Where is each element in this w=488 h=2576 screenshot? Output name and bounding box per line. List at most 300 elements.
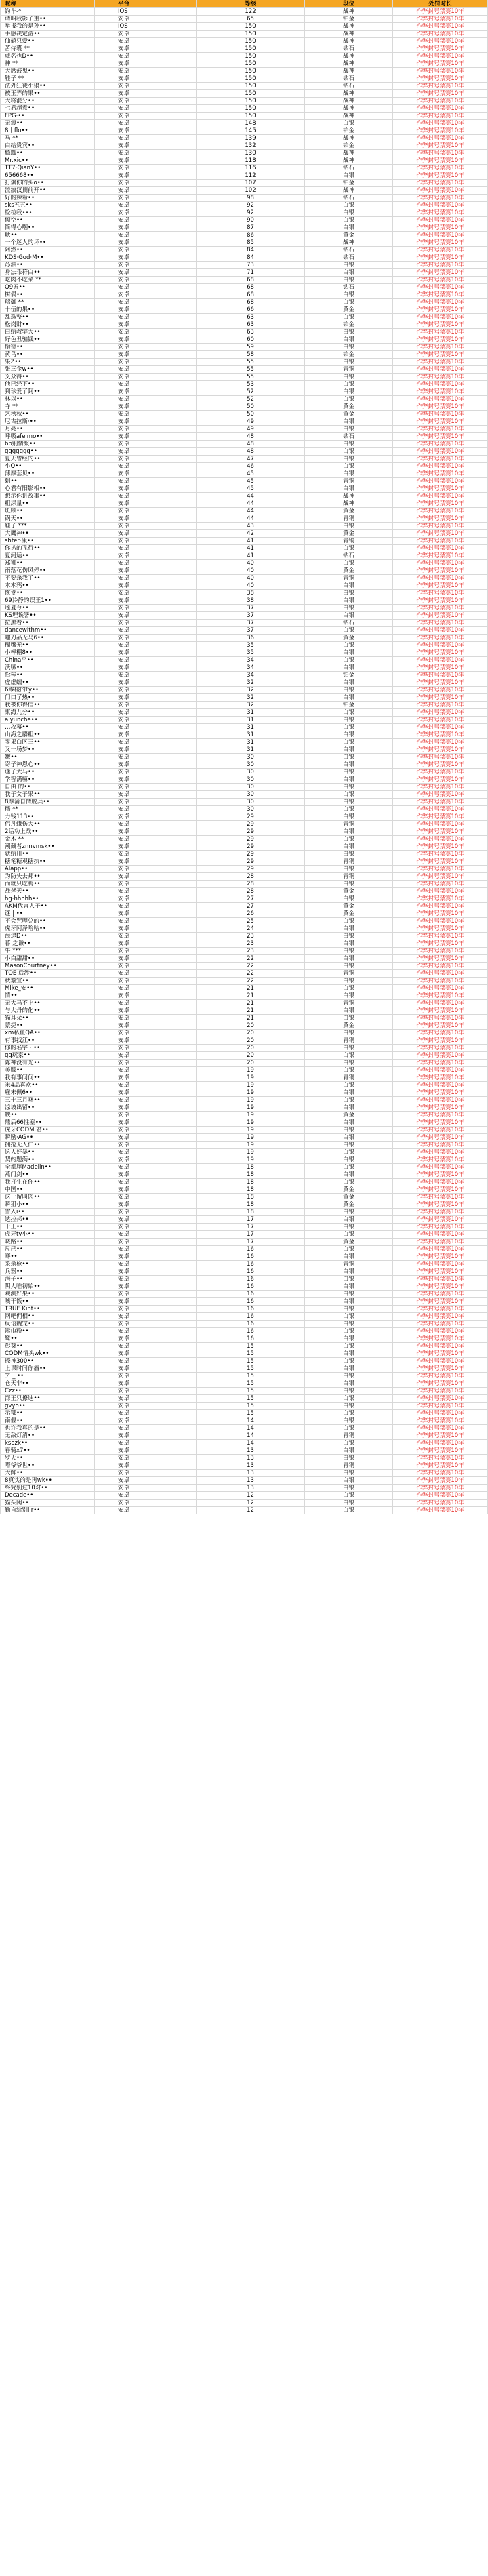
cell-nickname: 猫头闲••: [0, 1500, 95, 1506]
cell-rank: 白银: [305, 955, 393, 962]
cell-penalty: 作弊封号禁赛10年: [393, 165, 488, 172]
cell-penalty: 作弊封号禁赛10年: [393, 754, 488, 761]
cell-level: 40: [197, 567, 305, 574]
cell-penalty: 作弊封号禁赛10年: [393, 1268, 488, 1275]
cell-nickname: 倾空••: [0, 217, 95, 224]
cell-platform: 安卓: [95, 1328, 197, 1335]
table-row: [0, 709, 488, 717]
cell-platform: 安卓: [95, 187, 197, 194]
cell-penalty: 作弊封号禁赛10年: [393, 1142, 488, 1148]
cell-platform: 安卓: [95, 217, 197, 224]
cell-level: 16: [197, 1268, 305, 1275]
cell-platform: 安卓: [95, 1186, 197, 1193]
cell-platform: 安卓: [95, 731, 197, 738]
cell-rank: 白银: [305, 895, 393, 902]
cell-nickname: 谜 | ••: [0, 910, 95, 917]
cell-penalty: 作弊封号禁赛10年: [393, 918, 488, 925]
table-row: [0, 366, 488, 374]
table-row: [0, 127, 488, 135]
cell-rank: 白银: [305, 687, 393, 693]
cell-penalty: 作弊封号禁赛10年: [393, 724, 488, 731]
table-row: [0, 247, 488, 254]
cell-penalty: 作弊封号禁赛10年: [393, 31, 488, 37]
cell-level: 87: [197, 224, 305, 231]
cell-rank: 白银: [305, 657, 393, 664]
table-row: [0, 1164, 488, 1171]
cell-rank: 黄金: [305, 508, 393, 515]
cell-rank: 白银: [305, 1395, 393, 1402]
cell-level: 19: [197, 1119, 305, 1126]
table-row: [0, 500, 488, 508]
cell-level: 20: [197, 1037, 305, 1044]
table-row: [0, 329, 488, 336]
cell-rank: 白银: [305, 1492, 393, 1499]
cell-penalty: 作弊封号禁赛10年: [393, 761, 488, 768]
cell-nickname: hg·hhhhh••: [0, 895, 95, 902]
cell-platform: 安卓: [95, 224, 197, 231]
cell-rank: 黄金: [305, 1186, 393, 1193]
cell-platform: 安卓: [95, 1052, 197, 1059]
cell-penalty: 作弊封号禁赛10年: [393, 195, 488, 201]
cell-rank: 白银: [305, 299, 393, 306]
cell-rank: 钻石: [305, 75, 393, 82]
table-row: [0, 642, 488, 649]
cell-rank: 白银: [305, 1485, 393, 1491]
cell-level: 12: [197, 1507, 305, 1514]
cell-platform: 安卓: [95, 351, 197, 358]
cell-penalty: 作弊封号禁赛10年: [393, 262, 488, 268]
header-nickname: 昵称: [0, 0, 95, 7]
cell-level: 37: [197, 605, 305, 611]
cell-penalty: 作弊封号禁赛10年: [393, 329, 488, 336]
cell-penalty: 作弊封号禁赛10年: [393, 277, 488, 283]
cell-nickname: 寺 **: [0, 403, 95, 410]
table-row: [0, 1224, 488, 1231]
table-row: [0, 1261, 488, 1268]
cell-penalty: 作弊封号禁赛10年: [393, 254, 488, 261]
table-row: [0, 1417, 488, 1425]
cell-rank: 白银: [305, 344, 393, 350]
cell-platform: 安卓: [95, 806, 197, 813]
table-row: [0, 1112, 488, 1119]
cell-penalty: 作弊封号禁赛10年: [393, 232, 488, 239]
cell-rank: 战神: [305, 38, 393, 45]
cell-level: 23: [197, 948, 305, 954]
cell-level: 16: [197, 1276, 305, 1283]
table-row: [0, 1343, 488, 1350]
cell-rank: 钻石: [305, 195, 393, 201]
cell-nickname: 燕门剑••: [0, 1171, 95, 1178]
table-row: [0, 813, 488, 821]
cell-nickname: 好色丑骗钱••: [0, 336, 95, 343]
cell-level: 44: [197, 493, 305, 500]
cell-rank: 白银: [305, 664, 393, 671]
cell-penalty: 作弊封号禁赛10年: [393, 538, 488, 544]
cell-rank: 白银: [305, 1328, 393, 1335]
cell-level: 29: [197, 843, 305, 850]
table-row: [0, 1462, 488, 1470]
cell-level: 150: [197, 75, 305, 82]
cell-rank: 白银: [305, 1343, 393, 1350]
cell-platform: 安卓: [95, 1432, 197, 1439]
table-row: [0, 761, 488, 769]
cell-platform: 安卓: [95, 1380, 197, 1387]
cell-penalty: 作弊封号禁赛10年: [393, 612, 488, 619]
table-row: [0, 53, 488, 60]
cell-level: 15: [197, 1343, 305, 1350]
cell-penalty: 作弊封号禁赛10年: [393, 135, 488, 142]
table-row: [0, 1350, 488, 1358]
cell-rank: 白银: [305, 1477, 393, 1484]
cell-platform: 安卓: [95, 374, 197, 380]
cell-penalty: 作弊封号禁赛10年: [393, 858, 488, 865]
cell-rank: 白银: [305, 799, 393, 805]
cell-platform: 安卓: [95, 202, 197, 209]
cell-rank: 白银: [305, 717, 393, 723]
cell-nickname: 彭葵••: [0, 1343, 95, 1350]
cell-rank: 白银: [305, 1425, 393, 1432]
cell-platform: 安卓: [95, 120, 197, 127]
cell-level: 150: [197, 68, 305, 75]
cell-rank: 白银: [305, 739, 393, 746]
cell-nickname: 神 **: [0, 60, 95, 67]
cell-platform: 安卓: [95, 717, 197, 723]
cell-nickname: 小棒棚8••: [0, 649, 95, 656]
cell-penalty: 作弊封号禁赛10年: [393, 16, 488, 22]
cell-nickname: dancewithm••: [0, 627, 95, 634]
cell-level: 85: [197, 239, 305, 246]
table-row: [0, 1119, 488, 1127]
cell-platform: 安卓: [95, 359, 197, 365]
cell-level: 19: [197, 1089, 305, 1096]
table-row: [0, 1365, 488, 1373]
cell-platform: 安卓: [95, 657, 197, 664]
cell-rank: 白银: [305, 1373, 393, 1380]
table-row: [0, 269, 488, 277]
table-row: [0, 38, 488, 45]
cell-penalty: 作弊封号禁赛10年: [393, 441, 488, 447]
cell-level: 18: [197, 1171, 305, 1178]
cell-nickname: gg玩家••: [0, 1052, 95, 1059]
cell-platform: 安卓: [95, 582, 197, 589]
cell-level: 28: [197, 873, 305, 880]
cell-nickname: 仙鹤只爱••: [0, 38, 95, 45]
cell-platform: 安卓: [95, 1074, 197, 1081]
cell-penalty: 作弊封号禁赛10年: [393, 60, 488, 67]
cell-rank: 白银: [305, 978, 393, 984]
table-row: [0, 746, 488, 754]
table-row: [0, 299, 488, 306]
cell-platform: 安卓: [95, 456, 197, 462]
header-platform: 平台: [95, 0, 197, 7]
cell-level: 68: [197, 291, 305, 298]
cell-level: 112: [197, 172, 305, 179]
cell-platform: 安卓: [95, 254, 197, 261]
cell-penalty: 作弊封号禁赛10年: [393, 388, 488, 395]
table-row: [0, 881, 488, 888]
cell-nickname: aiyunche••: [0, 717, 95, 723]
cell-penalty: 作弊封号禁赛10年: [393, 933, 488, 940]
cell-platform: 安卓: [95, 1462, 197, 1469]
cell-penalty: 作弊封号禁赛10年: [393, 1395, 488, 1402]
cell-level: 21: [197, 985, 305, 992]
cell-level: 13: [197, 1462, 305, 1469]
cell-platform: 安卓: [95, 590, 197, 597]
cell-penalty: 作弊封号禁赛10年: [393, 351, 488, 358]
cell-rank: 白银: [305, 374, 393, 380]
cell-rank: 白银: [305, 1455, 393, 1462]
cell-rank: 白银: [305, 172, 393, 179]
cell-nickname: 打爆你的头o••: [0, 180, 95, 186]
cell-platform: 安卓: [95, 918, 197, 925]
cell-penalty: 作弊封号禁赛10年: [393, 1417, 488, 1424]
cell-nickname: xm私鱼QA••: [0, 1030, 95, 1037]
table-row: [0, 463, 488, 470]
cell-nickname: 蒙捷••: [0, 1022, 95, 1029]
cell-penalty: 作弊封号禁赛10年: [393, 925, 488, 932]
cell-nickname: 不要杀我了••: [0, 575, 95, 582]
cell-platform: 安卓: [95, 813, 197, 820]
cell-penalty: 作弊封号禁赛10年: [393, 374, 488, 380]
cell-nickname: 勤自给别lir••: [0, 1507, 95, 1514]
cell-nickname: 一个迷人的坏••: [0, 239, 95, 246]
cell-platform: 安卓: [95, 888, 197, 895]
cell-nickname: Czz••: [0, 1388, 95, 1394]
cell-penalty: 作弊封号禁赛10年: [393, 948, 488, 954]
cell-platform: 安卓: [95, 299, 197, 306]
cell-platform: 安卓: [95, 769, 197, 776]
cell-rank: 钻石: [305, 165, 393, 172]
cell-level: 48: [197, 433, 305, 440]
cell-nickname: 阿然••: [0, 247, 95, 254]
cell-rank: 白银: [305, 1253, 393, 1260]
cell-penalty: 作弊封号禁赛10年: [393, 806, 488, 813]
cell-level: 14: [197, 1432, 305, 1439]
cell-penalty: 作弊封号禁赛10年: [393, 321, 488, 328]
table-row: [0, 1022, 488, 1030]
cell-platform: 安卓: [95, 157, 197, 164]
cell-nickname: 学智满嘛••: [0, 776, 95, 783]
header-penalty: 处罚时长: [393, 0, 488, 7]
cell-rank: 白银: [305, 1156, 393, 1163]
cell-level: 29: [197, 821, 305, 828]
cell-level: 68: [197, 277, 305, 283]
cell-penalty: 作弊封号禁赛10年: [393, 575, 488, 582]
cell-penalty: 作弊封号禁赛10年: [393, 739, 488, 746]
cell-platform: 安卓: [95, 344, 197, 350]
cell-rank: 白银: [305, 679, 393, 686]
cell-platform: 安卓: [95, 1224, 197, 1230]
cell-nickname: 月亮••: [0, 426, 95, 432]
cell-rank: 白银: [305, 1388, 393, 1394]
table-row: [0, 575, 488, 582]
cell-platform: 安卓: [95, 1313, 197, 1320]
table-row: [0, 1291, 488, 1298]
cell-platform: 安卓: [95, 500, 197, 507]
cell-penalty: 作弊封号禁赛10年: [393, 1097, 488, 1104]
cell-level: 40: [197, 560, 305, 567]
cell-nickname: 潜子••: [0, 1276, 95, 1283]
cell-nickname: 嘈爷爷世••: [0, 1462, 95, 1469]
cell-rank: 青铜: [305, 1462, 393, 1469]
cell-nickname: 小Q••: [0, 463, 95, 470]
table-row: [0, 433, 488, 441]
cell-penalty: 作弊封号禁赛10年: [393, 202, 488, 209]
cell-level: 20: [197, 1060, 305, 1066]
cell-level: 19: [197, 1149, 305, 1156]
cell-penalty: 作弊封号禁赛10年: [393, 45, 488, 52]
cell-penalty: 作弊封号禁赛10年: [393, 426, 488, 432]
cell-rank: 白银: [305, 120, 393, 127]
table-row: [0, 262, 488, 269]
cell-platform: 安卓: [95, 1395, 197, 1402]
cell-penalty: 作弊封号禁赛10年: [393, 98, 488, 104]
table-row: [0, 403, 488, 411]
cell-level: 15: [197, 1395, 305, 1402]
cell-penalty: 作弊封号禁赛10年: [393, 784, 488, 790]
cell-penalty: 作弊封号禁赛10年: [393, 366, 488, 373]
cell-platform: 安卓: [95, 98, 197, 104]
cell-platform: 安卓: [95, 620, 197, 626]
cell-rank: 战神: [305, 493, 393, 500]
table-row: [0, 217, 488, 224]
cell-penalty: 作弊封号禁赛10年: [393, 127, 488, 134]
cell-penalty: 作弊封号禁赛10年: [393, 1358, 488, 1365]
cell-level: 35: [197, 649, 305, 656]
cell-penalty: 作弊封号禁赛10年: [393, 1403, 488, 1409]
cell-penalty: 作弊封号禁赛10年: [393, 567, 488, 574]
cell-nickname: 暮 之谦••: [0, 940, 95, 947]
cell-penalty: 作弊封号禁赛10年: [393, 895, 488, 902]
cell-penalty: 作弊封号禁赛10年: [393, 1447, 488, 1454]
cell-platform: 安卓: [95, 1082, 197, 1089]
cell-platform: 安卓: [95, 1149, 197, 1156]
cell-platform: 安卓: [95, 873, 197, 880]
cell-platform: 安卓: [95, 1209, 197, 1215]
cell-nickname: 乱珠整••: [0, 314, 95, 321]
cell-penalty: 作弊封号禁赛10年: [393, 1082, 488, 1089]
cell-platform: IOS: [95, 8, 197, 15]
cell-level: 19: [197, 1067, 305, 1074]
cell-platform: 安卓: [95, 515, 197, 522]
cell-rank: 白银: [305, 1231, 393, 1238]
cell-penalty: 作弊封号禁赛10年: [393, 1186, 488, 1193]
cell-penalty: 作弊封号禁赛10年: [393, 150, 488, 157]
table-row: [0, 1253, 488, 1261]
table-row: [0, 1485, 488, 1492]
cell-nickname: 到珍爱了阿••: [0, 388, 95, 395]
cell-platform: 安卓: [95, 291, 197, 298]
cell-penalty: 作弊封号禁赛10年: [393, 523, 488, 529]
cell-nickname: 请叫我影子重••: [0, 16, 95, 22]
cell-platform: 安卓: [95, 195, 197, 201]
cell-rank: 黄金: [305, 411, 393, 418]
cell-nickname: 瞬励·AG••: [0, 1134, 95, 1141]
cell-platform: 安卓: [95, 388, 197, 395]
cell-penalty: 作弊封号禁赛10年: [393, 381, 488, 388]
cell-level: 63: [197, 329, 305, 336]
cell-platform: 安卓: [95, 1015, 197, 1022]
cell-penalty: 作弊封号禁赛10年: [393, 1283, 488, 1290]
cell-rank: 白银: [305, 1045, 393, 1051]
cell-level: 17: [197, 1224, 305, 1230]
cell-penalty: 作弊封号禁赛10年: [393, 813, 488, 820]
header-rank: 段位: [305, 0, 393, 7]
cell-nickname: 8厚蒲自情脱兵••: [0, 799, 95, 805]
cell-penalty: 作弊封号禁赛10年: [393, 903, 488, 910]
cell-penalty: 作弊封号禁赛10年: [393, 1022, 488, 1029]
table-row: [0, 567, 488, 575]
cell-level: 30: [197, 769, 305, 776]
cell-rank: 白银: [305, 396, 393, 403]
table-row: [0, 799, 488, 806]
cell-level: 107: [197, 180, 305, 186]
cell-level: 16: [197, 1291, 305, 1297]
cell-rank: 白银: [305, 694, 393, 701]
cell-rank: 白银: [305, 1171, 393, 1178]
cell-nickname: 钓车-*: [0, 8, 95, 15]
cell-platform: 安卓: [95, 1335, 197, 1342]
cell-level: 116: [197, 165, 305, 172]
cell-level: 118: [197, 157, 305, 164]
table-row: [0, 925, 488, 933]
cell-penalty: 作弊封号禁赛10年: [393, 209, 488, 216]
cell-platform: 安卓: [95, 1261, 197, 1268]
cell-nickname: 金木 **: [0, 836, 95, 843]
cell-nickname: 咳干饭••: [0, 1298, 95, 1305]
cell-nickname: 与大丹的化••: [0, 1007, 95, 1014]
cell-platform: 安卓: [95, 1194, 197, 1201]
table-row: [0, 1201, 488, 1209]
table-row: [0, 411, 488, 418]
cell-level: 150: [197, 31, 305, 37]
cell-level: 50: [197, 411, 305, 418]
cell-rank: 白银: [305, 1246, 393, 1253]
table-row: [0, 1440, 488, 1447]
cell-platform: 安卓: [95, 1179, 197, 1186]
cell-platform: 安卓: [95, 1492, 197, 1499]
table-row: [0, 1104, 488, 1112]
cell-penalty: 作弊封号禁赛10年: [393, 702, 488, 708]
cell-rank: 青铜: [305, 478, 393, 485]
cell-penalty: 作弊封号禁赛10年: [393, 1149, 488, 1156]
cell-level: 41: [197, 552, 305, 559]
cell-rank: 青铜: [305, 1432, 393, 1439]
cell-nickname: 谜子大马••: [0, 769, 95, 776]
cell-penalty: 作弊封号禁赛10年: [393, 1067, 488, 1074]
cell-nickname: 我子女子果••: [0, 791, 95, 798]
cell-rank: 黄金: [305, 1201, 393, 1208]
cell-level: 68: [197, 299, 305, 306]
cell-penalty: 作弊封号禁赛10年: [393, 493, 488, 500]
cell-penalty: 作弊封号禁赛10年: [393, 224, 488, 231]
cell-penalty: 作弊封号禁赛10年: [393, 470, 488, 477]
cell-rank: 白银: [305, 269, 393, 276]
cell-rank: 白银: [305, 612, 393, 619]
cell-platform: 安卓: [95, 828, 197, 835]
cell-nickname: 罗天••: [0, 1455, 95, 1462]
cell-platform: 安卓: [95, 1358, 197, 1365]
cell-penalty: 作弊封号禁赛10年: [393, 403, 488, 410]
table-row: [0, 717, 488, 724]
cell-nickname: TRUE Kint••: [0, 1306, 95, 1312]
cell-nickname: 锅天••: [0, 515, 95, 522]
table-row: [0, 60, 488, 68]
cell-penalty: 作弊封号禁赛10年: [393, 1134, 488, 1141]
cell-penalty: 作弊封号禁赛10年: [393, 1194, 488, 1201]
table-row: [0, 75, 488, 83]
cell-penalty: 作弊封号禁赛10年: [393, 1477, 488, 1484]
